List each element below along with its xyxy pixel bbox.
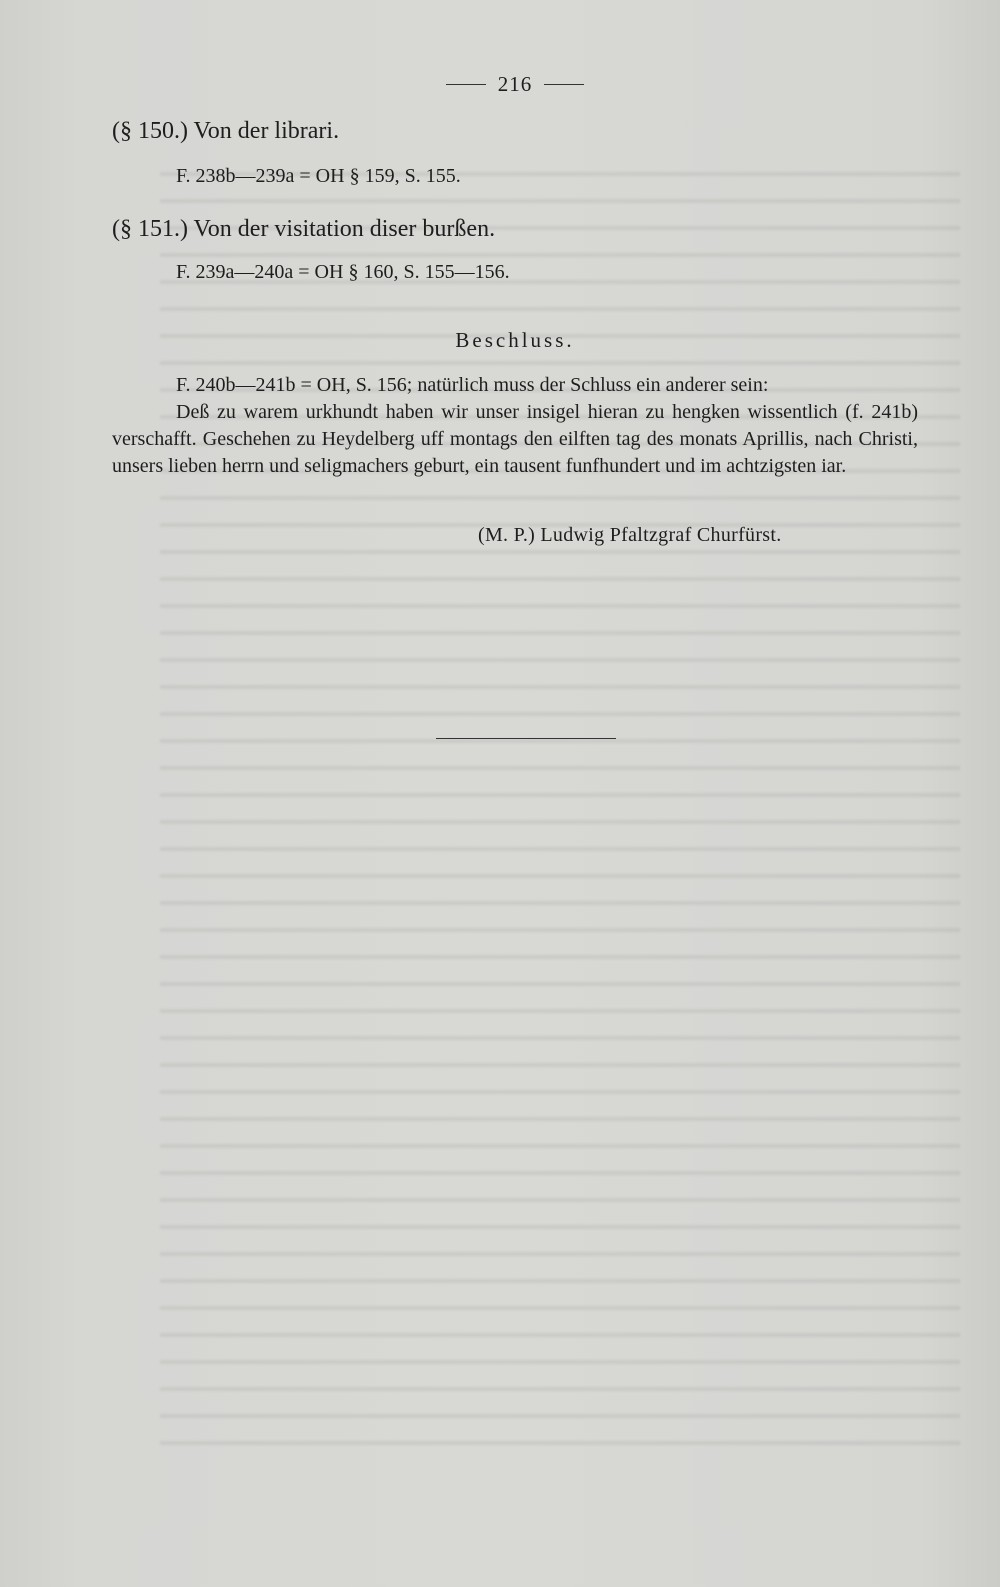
- page-header: [430, 72, 600, 97]
- section-150: [112, 116, 922, 190]
- section-reference: F. 238b—239a = OH § 159, S. 155.: [176, 165, 461, 187]
- section-heading: (§ 151.) Von der visitation diser burßen.: [112, 216, 496, 242]
- header-rule-left: [446, 84, 486, 85]
- section-151: [112, 214, 922, 286]
- signature-line: (M. P.) Ludwig Pfaltzgraf Churfürst.: [478, 524, 782, 546]
- section-reference: F. 239a—240a = OH § 160, S. 155—156.: [176, 261, 510, 283]
- beschluss-closing-formula: Deß zu warem urkhundt haben wir unser insigel hieran zu hengken wissentlich (f. 241b) verschafft. Geschehen zu Heydelberg uff montags den eilften tag des monats Aprillis, nach Christi, unsers lieben herrn und seligmachers geburt, ein tausent funfhundert und im achtzigsten iar.: [112, 401, 918, 477]
- closing-divider-rule: [436, 738, 616, 739]
- beschluss-title-text: Beschluss.: [455, 328, 575, 352]
- page-number: 216: [497, 72, 533, 96]
- beschluss-body: [112, 372, 918, 480]
- beschluss-title: [0, 328, 1000, 353]
- section-heading: (§ 150.) Von der librari.: [112, 118, 340, 144]
- beschluss-reference: F. 240b—241b = OH, S. 156; natürlich muss der Schluss ein anderer sein:: [176, 374, 769, 396]
- header-rule-right: [544, 84, 584, 85]
